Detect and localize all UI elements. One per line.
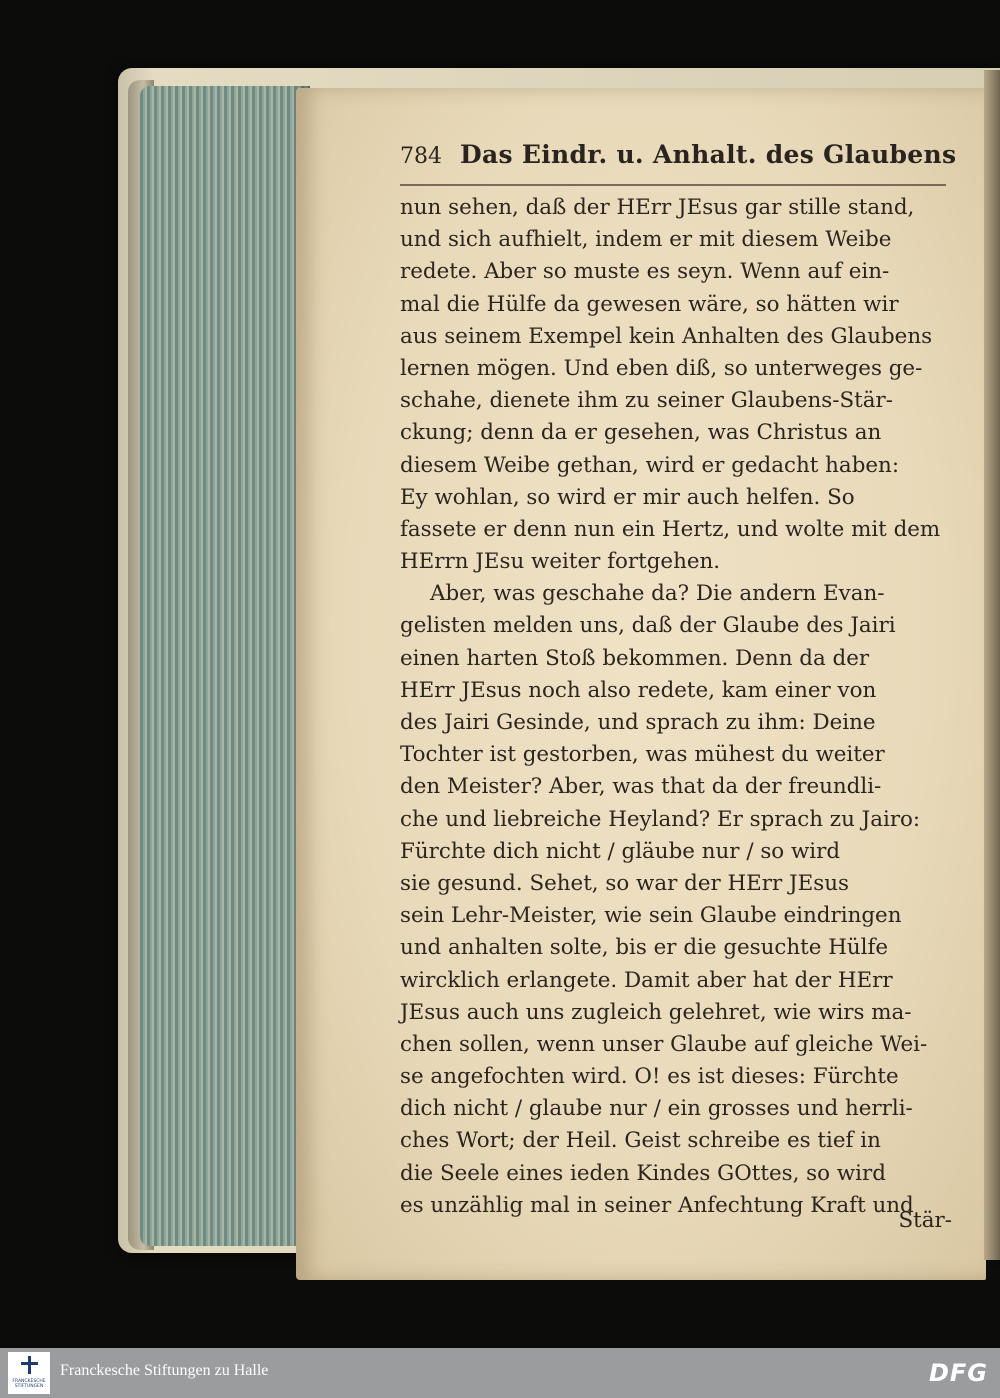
text-line: redete. Aber so muste es seyn. Wenn auf ein-	[400, 259, 890, 285]
book-fore-edge	[140, 86, 310, 1246]
text-line: gelisten melden uns, daß der Glaube des Jairi	[400, 613, 896, 639]
text-line: dich nicht / glaube nur / ein grosses und herrli-	[400, 1096, 913, 1122]
institution-name[interactable]: Franckesche Stiftungen zu Halle	[60, 1362, 269, 1379]
institution-logo[interactable]	[8, 1352, 50, 1394]
text-line: es unzählig mal in seiner Anfechtung Kraft und	[400, 1192, 914, 1218]
text-line: und sich aufhielt, indem er mit diesem Weibe	[400, 227, 892, 253]
text-line: JEsus auch uns zugleich gelehret, wie wirs ma-	[400, 999, 912, 1025]
text-line: ckung; denn da er gesehen, was Christus an	[400, 420, 882, 446]
text-line: Fürchte dich nicht / gläube nur / so wird	[400, 838, 841, 864]
catchword: Stär-	[898, 1208, 952, 1233]
text-line: schahe, dienete ihm zu seiner Glaubens-Stär-	[400, 388, 893, 414]
text-line: einen harten Stoß bekommen. Denn da der	[400, 645, 870, 671]
text-line: den Meister? Aber, was that da der freundli-	[400, 774, 882, 800]
running-title: Das Eindr. u. Anhalt. des Glaubens	[460, 140, 957, 169]
text-line: sein Lehr-Meister, wie sein Glaube eindringen	[400, 903, 902, 929]
page-number: 784	[400, 144, 442, 169]
logo-text: FRANCKESCHE STIFTUNGEN	[12, 1379, 46, 1389]
text-line: diesem Weibe gethan, wird er gedacht haben:	[400, 452, 900, 478]
text-line: che und liebreiche Heyland? Er sprach zu Jairo:	[400, 806, 921, 832]
text-line: chen sollen, wenn unser Glaube auf gleiche Wei-	[400, 1031, 928, 1057]
book-page	[296, 88, 986, 1280]
cross-icon	[24, 1356, 34, 1378]
text-line: Ey wohlan, so wird er mir auch helfen. So	[400, 484, 855, 510]
header-rule	[400, 184, 946, 186]
text-line: wircklich erlangete. Damit aber hat der HErr	[400, 967, 893, 993]
text-line: HErr JEsus noch also redete, kam einer von	[400, 677, 877, 703]
text-line: und anhalten solte, bis er die gesuchte Hülfe	[400, 935, 889, 961]
text-line: die Seele eines ieden Kindes GOttes, so wird	[400, 1160, 886, 1186]
facing-page-edge	[984, 70, 1000, 1260]
text-line: sie gesund. Sehet, so war der HErr JEsus	[400, 870, 849, 896]
text-line: mal die Hülfe da gewesen wäre, so hätten wir	[400, 291, 899, 317]
text-line: Aber, was geschahe da? Die andern Evan-	[430, 581, 885, 607]
text-line: aus seinem Exempel kein Anhalten des Glaubens	[400, 323, 933, 349]
text-line: se angefochten wird. O! es ist dieses: Fürchte	[400, 1064, 899, 1090]
text-line: Tochter ist gestorben, was mühest du weiter	[400, 742, 885, 768]
text-line: HErrn JEsu weiter fortgehen.	[400, 549, 721, 575]
body-text	[400, 192, 952, 1222]
text-line: nun sehen, daß der HErr JEsus gar stille stand,	[400, 195, 915, 220]
text-line: fassete er denn nun ein Hertz, und wolte mit dem	[400, 516, 941, 542]
dfg-logo[interactable]: DFG	[928, 1359, 988, 1387]
page-header	[400, 140, 960, 180]
text-line: des Jairi Gesinde, und sprach zu ihm: Deine	[400, 710, 876, 735]
text-line: lernen mögen. Und eben diß, so unterweges ge-	[400, 355, 923, 381]
text-line: ches Wort; der Heil. Geist schreibe es tief in	[400, 1128, 881, 1154]
footer-bar	[0, 1348, 1000, 1398]
